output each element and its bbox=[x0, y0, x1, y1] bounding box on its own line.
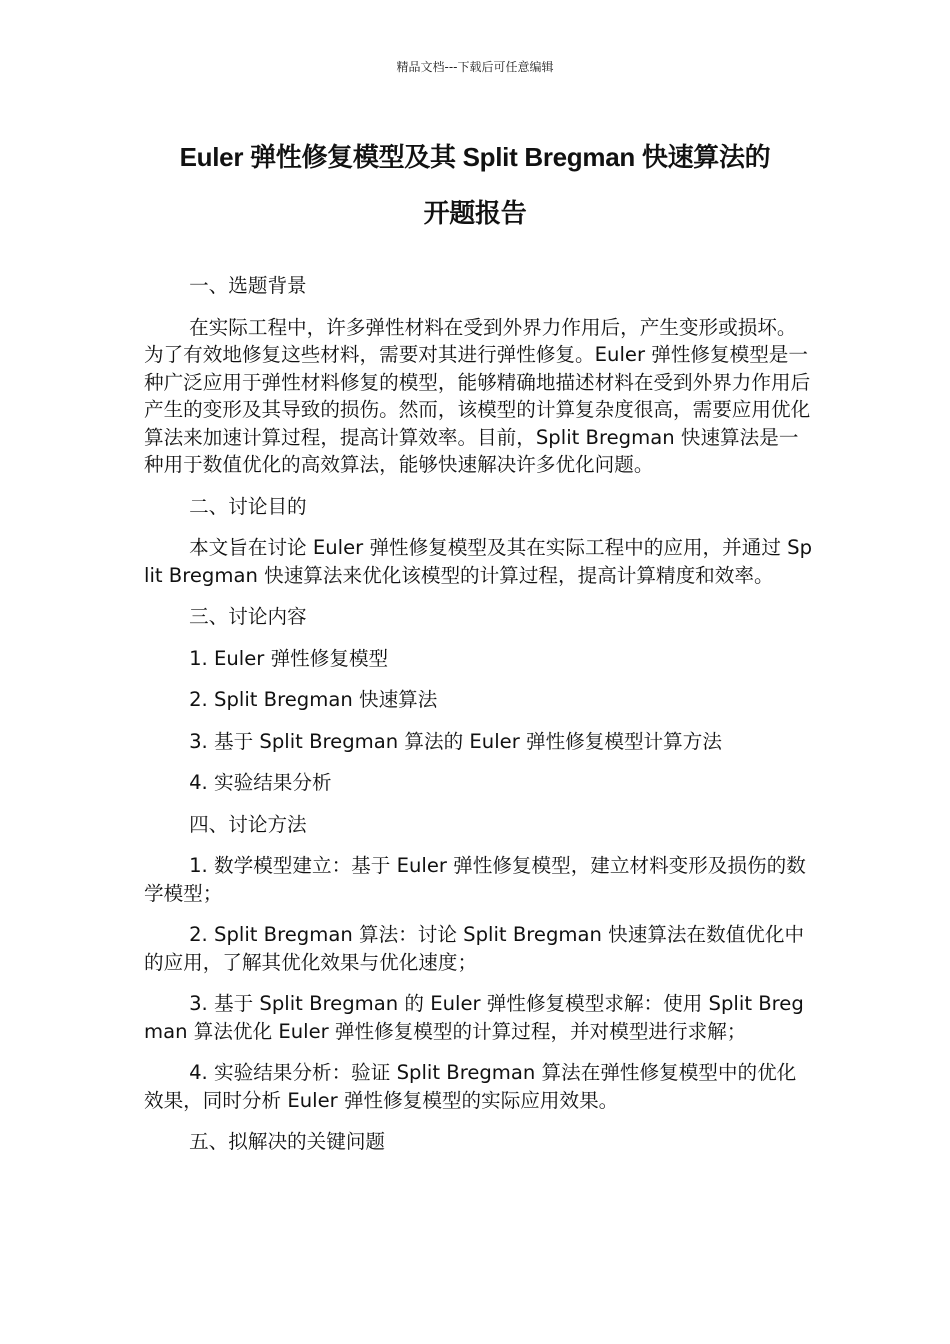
document-title-line-1: Euler 弹性修复模型及其 Split Bregman 快速算法的 bbox=[179, 142, 771, 172]
paragraph-purpose: 本文旨在讨论 Euler 弹性修复模型及其在实际工程中的应用，并通过 Split Bregman 快速算法来优化该模型的计算过程，提高计算精度和效率。 bbox=[144, 536, 813, 587]
document-body bbox=[144, 272, 814, 1170]
content-item-1: 1. Euler 弹性修复模型 bbox=[189, 646, 389, 670]
content-item-2: 2. Split Bregman 快速算法 bbox=[189, 688, 438, 711]
section-heading-methods: 四、讨论方法 bbox=[189, 812, 307, 836]
section-heading-purpose: 二、讨论目的 bbox=[189, 494, 307, 518]
method-item-1: 1. 数学模型建立：基于 Euler 弹性修复模型，建立材料变形及损伤的数学模型； bbox=[144, 854, 806, 905]
method-item-2: 2. Split Bregman 算法：讨论 Split Bregman 快速算法在数值优化中的应用，了解其优化效果与优化速度； bbox=[144, 923, 805, 974]
section-heading-background: 一、选题背景 bbox=[189, 274, 307, 297]
content-item-4: 4. 实验结果分析 bbox=[189, 771, 332, 794]
section-heading-key-problems: 五、拟解决的关键问题 bbox=[189, 1130, 386, 1153]
method-item-3: 3. 基于 Split Bregman 的 Euler 弹性修复模型求解：使用 Split Bregman 算法优化 Euler 弹性修复模型的计算过程，并对模型进行求解； bbox=[144, 992, 804, 1043]
method-item-4: 4. 实验结果分析：验证 Split Bregman 算法在弹性修复模型中的优化效果，同时分析 Euler 弹性修复模型的实际应用效果。 bbox=[144, 1061, 797, 1112]
paragraph-background: 在实际工程中，许多弹性材料在受到外界力作用后，产生变形或损坏。为了有效地修复这些材料，需要对其进行弹性修复。Euler 弹性修复模型是一种广泛应用于弹性材料修复的模型，能够精确地描述材料在受到外界力作用后产生的变形及其导致的损伤。然而，该模型的计算复杂度很高，需要应用优化算法来加速计算过程，提高计算效率。目前，Split Bregman 快速算法是一种用于数值优化的高效算法，能够快速解决许多优化问题。 bbox=[144, 315, 811, 476]
document-title-line-2: 开题报告 bbox=[423, 198, 527, 228]
page-header: 精品文档---下载后可任意编辑 bbox=[396, 60, 554, 74]
section-heading-content: 三、讨论内容 bbox=[189, 605, 307, 628]
content-item-3: 3. 基于 Split Bregman 算法的 Euler 弹性修复模型计算方法 bbox=[189, 729, 722, 753]
